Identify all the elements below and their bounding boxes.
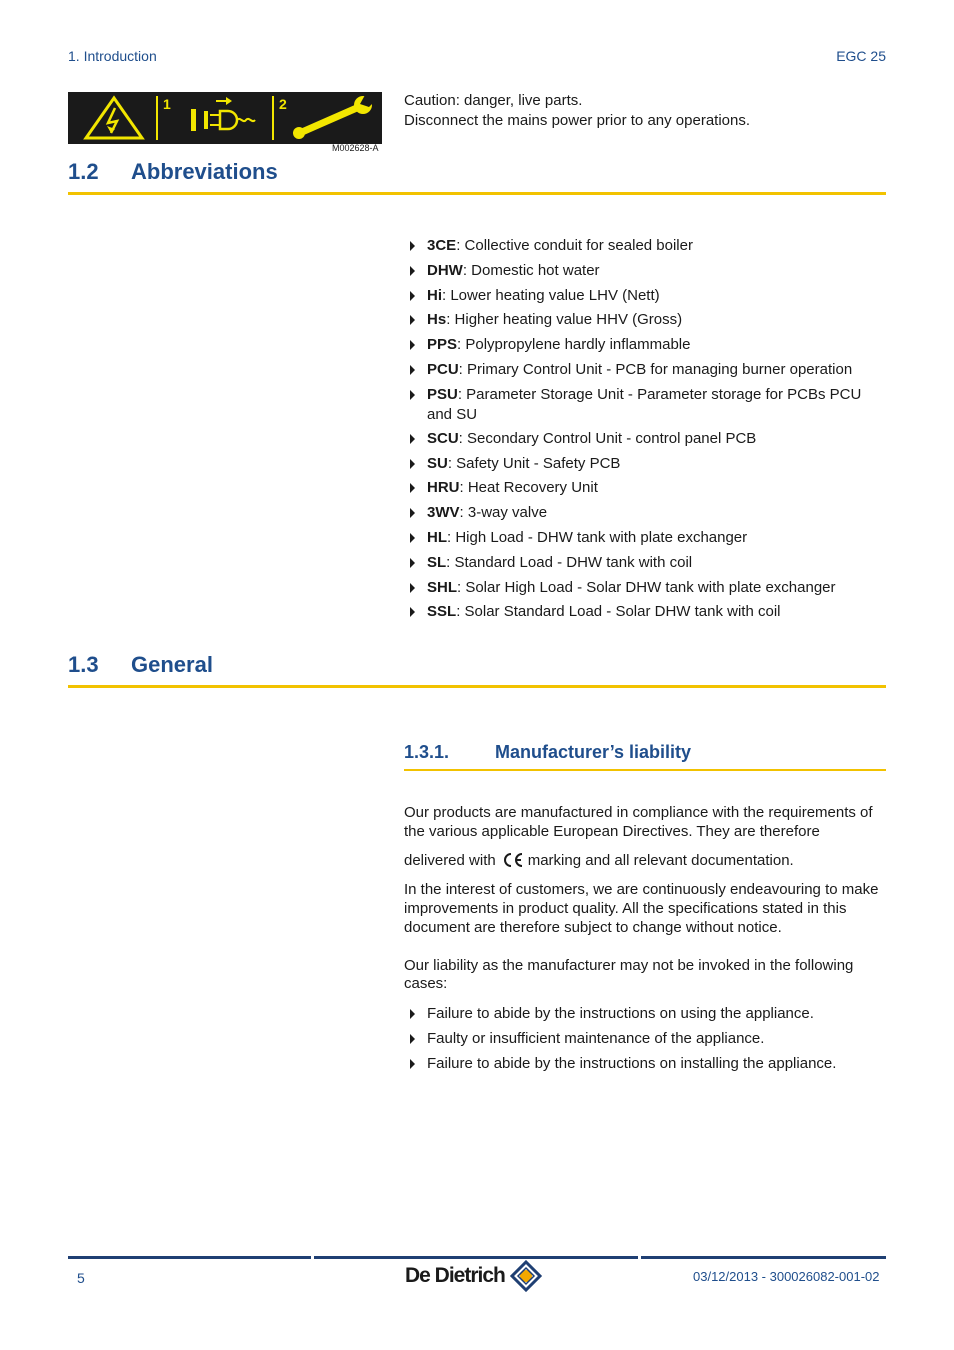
abbreviation-item: [404, 602, 886, 622]
subsection-number: 1.3.1.: [404, 742, 450, 762]
bullet-triangle-icon: [410, 390, 415, 400]
abbreviation-description: : Higher heating value HHV (Gross): [446, 311, 683, 329]
abbreviation-item: [404, 578, 886, 598]
abbreviation-description: : Safety Unit - Safety PCB: [447, 454, 621, 472]
bullet-triangle-icon: [410, 483, 415, 493]
section-title: Abbreviations: [131, 159, 278, 184]
bullet-triangle-icon: [410, 1059, 415, 1069]
paragraph-compliance: Our products are manufactured in compliance with the requirements of the various applicable European Directives. They are therefore: [404, 804, 873, 840]
page-number: 5: [77, 1270, 85, 1286]
figure-callout-1: 1: [163, 96, 171, 112]
abbreviation-description: : 3-way valve: [459, 504, 548, 522]
abbreviation-term: HRU: [427, 479, 460, 497]
liability-cases-list: [404, 1004, 886, 1079]
bullet-triangle-icon: [410, 459, 415, 469]
bullet-triangle-icon: [410, 583, 415, 593]
bullet-triangle-icon: [410, 1009, 415, 1019]
bullet-triangle-icon: [410, 533, 415, 543]
bullet-triangle-icon: [410, 607, 415, 617]
abbreviation-description: : Solar Standard Load - Solar DHW tank with coil: [456, 603, 781, 621]
ce-mark-icon: [502, 852, 524, 868]
abbreviation-term: SL: [427, 553, 447, 571]
abbreviation-term: Hi: [427, 286, 442, 304]
section-rule: [68, 192, 886, 195]
caution-text: [404, 91, 750, 131]
abbreviation-term: PPS: [427, 336, 458, 354]
abbreviation-term: SU: [427, 454, 448, 472]
section-rule: [68, 685, 886, 688]
footer-rule: [68, 1256, 886, 1259]
bullet-triangle-icon: [410, 1034, 415, 1044]
abbreviations-list: [404, 236, 886, 627]
abbreviation-item: [404, 286, 886, 306]
bullet-triangle-icon: [410, 434, 415, 444]
brand-logo: [405, 1260, 542, 1292]
paragraph-ce-marking: [404, 851, 888, 870]
subsection-heading-liability: [404, 742, 886, 763]
abbreviation-item: [404, 335, 886, 355]
liability-case-text: Failure to abide by the instructions on using the appliance.: [427, 1005, 814, 1022]
abbreviation-item: [404, 360, 886, 380]
running-header-model: EGC 25: [836, 48, 886, 64]
bullet-triangle-icon: [410, 266, 415, 276]
abbreviation-item: [404, 236, 886, 256]
bullet-triangle-icon: [410, 558, 415, 568]
abbreviation-item: [404, 385, 886, 425]
liability-case-text: Faulty or insufficient maintenance of the appliance.: [427, 1030, 765, 1047]
abbreviation-description: : High Load - DHW tank with plate exchanger: [447, 528, 748, 546]
liability-case-item: [404, 1054, 886, 1074]
liability-case-item: [404, 1029, 886, 1049]
abbreviation-description: : Parameter Storage Unit - Parameter storage for PCBs PCU and SU: [427, 385, 862, 423]
abbreviation-item: [404, 503, 886, 523]
section-heading-general: [68, 652, 886, 678]
section-title: General: [131, 652, 213, 677]
abbreviation-description: : Secondary Control Unit - control panel PCB: [458, 429, 757, 447]
bullet-triangle-icon: [410, 508, 415, 518]
section-heading-abbreviations: [68, 159, 886, 185]
abbreviation-term: PCU: [427, 360, 459, 378]
paragraph-improvements: In the interest of customers, we are continuously endeavouring to make improvements in product quality. All the specifications stated in this document are therefore subject to change without notice.: [404, 881, 879, 936]
abbreviation-term: SSL: [427, 603, 457, 621]
abbreviation-description: : Domestic hot water: [462, 261, 600, 279]
abbreviation-item: [404, 478, 886, 498]
section-number: 1.2: [68, 159, 99, 184]
abbreviation-item: [404, 310, 886, 330]
abbreviation-item: [404, 429, 886, 449]
warning-pictogram-strip: [68, 92, 382, 144]
abbreviation-description: : Lower heating value LHV (Nett): [442, 286, 660, 304]
caution-line-1: Caution: danger, live parts.: [404, 92, 583, 109]
liability-case-text: Failure to abide by the instructions on installing the appliance.: [427, 1055, 837, 1072]
bullet-triangle-icon: [410, 291, 415, 301]
abbreviation-description: : Primary Control Unit - PCB for managing burner operation: [458, 360, 853, 378]
abbreviation-description: : Standard Load - DHW tank with coil: [446, 553, 693, 571]
abbreviation-item: [404, 261, 886, 281]
abbreviation-term: SCU: [427, 429, 459, 447]
bullet-triangle-icon: [410, 340, 415, 350]
abbreviation-term: 3CE: [427, 237, 457, 254]
subsection-title: Manufacturer’s liability: [495, 742, 692, 762]
ce-text-before: delivered with: [404, 852, 496, 869]
caution-line-2: Disconnect the mains power prior to any operations.: [404, 112, 751, 129]
subsection-rule: [404, 769, 886, 771]
document-reference: 03/12/2013 - 300026082-001-02: [693, 1269, 880, 1284]
abbreviation-term: 3WV: [427, 504, 460, 522]
bullet-triangle-icon: [410, 241, 415, 251]
abbreviation-item: [404, 528, 886, 548]
abbreviation-description: : Polypropylene hardly inflammable: [457, 336, 691, 354]
brand-diamond-icon: [510, 1260, 542, 1292]
abbreviation-term: DHW: [427, 261, 463, 279]
figure-reference: M002628-A: [332, 143, 379, 153]
running-header-chapter: 1. Introduction: [68, 48, 157, 64]
abbreviation-item: [404, 454, 886, 474]
abbreviation-item: [404, 553, 886, 573]
abbreviation-term: PSU: [427, 385, 458, 403]
abbreviation-description: : Heat Recovery Unit: [459, 479, 598, 497]
abbreviation-description: : Solar High Load - Solar DHW tank with plate exchanger: [457, 578, 836, 596]
brand-name: De Dietrich: [405, 1264, 505, 1287]
abbreviation-term: Hs: [427, 311, 447, 329]
abbreviation-description: : Collective conduit for sealed boiler: [456, 237, 693, 254]
section-number: 1.3: [68, 652, 99, 677]
abbreviation-term: SHL: [427, 578, 457, 596]
abbreviation-term: HL: [427, 528, 447, 546]
ce-text-after: marking and all relevant documentation.: [527, 852, 794, 869]
figure-callout-2: 2: [279, 96, 287, 112]
bullet-triangle-icon: [410, 315, 415, 325]
liability-case-item: [404, 1004, 886, 1024]
bullet-triangle-icon: [410, 365, 415, 375]
paragraph-liability-intro: Our liability as the manufacturer may not be invoked in the following cases:: [404, 957, 854, 992]
